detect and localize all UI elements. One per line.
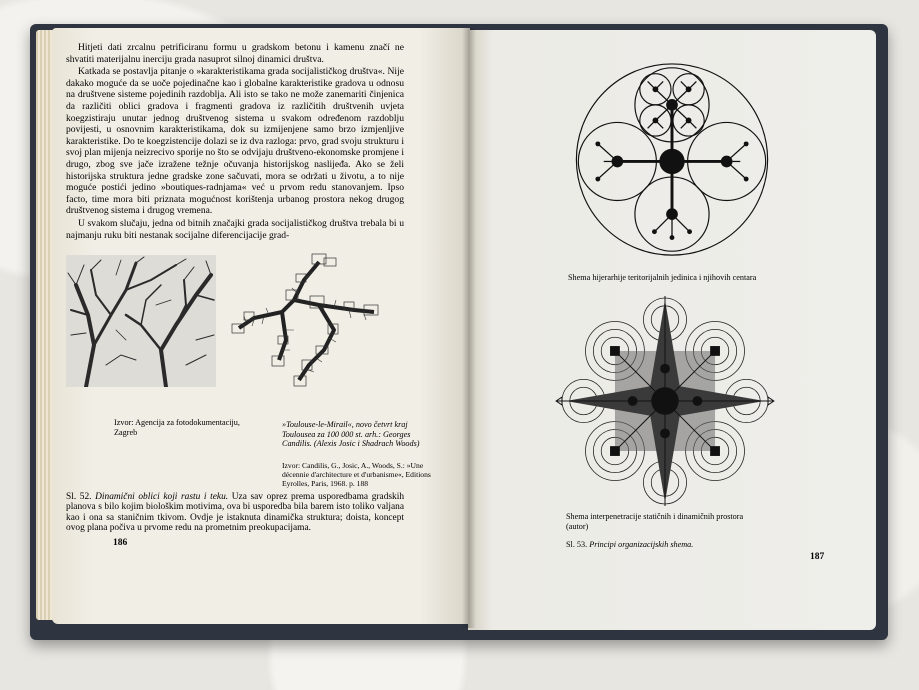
hierarchy-diagram (572, 60, 772, 260)
photo-caption: Izvor: Agencija za fotodokumentaciju, Zagreb (114, 418, 240, 437)
interpenetration-caption: Shema interpenetracije statičnih i dinamičnih prostora (autor) (566, 512, 744, 531)
hierarchy-caption: Shema hijerarhije teritorijalnih jedinica i njihovih centara (568, 273, 757, 282)
interpenetration-diagram (554, 296, 776, 506)
plan-caption-source: Izvor: Candilis, G., Josic, A., Woods, S.: »Une décennie d'architecture et d'urbanisme«, Editions Eyrolles, Paris, 1968. p. 188 (282, 461, 431, 488)
figure-label: Sl. 53. (566, 540, 588, 549)
figure-title: Principi organizacijskih shema. (589, 540, 694, 549)
paragraph: Hitjeti dati zrcalnu petrificiranu formu u gradskom betonu i kamenu značí ne shvatiti materijalnu inerciju grada nasuprot silnoj dinamici društva. (66, 42, 404, 65)
paragraph: U svakom slučaju, jedna od bitnih značajki grada socijalističkog društva trebala bi u najmanju ruku biti nestanak socijalne diferencijacije grad- (66, 217, 404, 241)
figure-title: Dinamični oblici koji rastu i teku. (95, 492, 229, 502)
plan-caption-title (282, 420, 442, 449)
page-number-left: 186 (113, 538, 128, 548)
tree-branches-photo (66, 255, 216, 387)
page-number-right: 187 (810, 552, 825, 562)
book-gutter (462, 28, 476, 628)
toulouse-le-mirail-plan (224, 250, 384, 390)
plan-caption-title-text: »Toulouse-le-Mirail«, novo četvrt kraj Toulousea za 100 000 st. arh.: Georges Candilis. (Alexis Josic i Shadrach Woods) (282, 420, 420, 449)
left-body-text (66, 42, 404, 242)
figure-label: Sl. 52. (66, 492, 92, 502)
figure-52-caption (66, 492, 404, 534)
figure-53-caption (566, 540, 786, 550)
figure-text: Uza sav oprez prema usporedbama gradskih planova s bilo kojim biološkim motivima, ova bi usporedba bila barem isto toliko valjana kao i ona sa staničnim tkivom. Ovdje je istaknuta dinamička struktura; doista, koncept ovog plana počiva u prvome redu na prometnim preokupacijama. (66, 492, 405, 534)
paragraph: Katkada se postavlja pitanje o »karakteristikama grada socijalističkog društva«. Nije dakako moguće da se uoče pojedinačne kao i globalne karakteristike gradova u odnosu na društvene sisteme pojedinih razdoblja. Ali isto se tako ne može zanemariti činjenica da različiti oblici gradova i fragmenti gradova iz različitih društvenih uvjeta koegzistiraju unutar jednog društvenog sistema u svakom određenom razdoblju povijesti, u osnovnim karakteristikama, dok su izmijenjene samo brzo izmjenljive karakteristike. Do te koegzistencije dolazi se iz dva razloga: prvo, grad svoju strukturu i svoj plan mijenja neizrecivo sporije no što se odvijaju društveno-ekonomske promjene i drugo, zbog sve jače izražene težnje očuvanja historijskog naslijeđa. Ako se želi historijska struktura jedne gradske zone sačuvati, mora se održati u životu, a to nije moguće postići jedino »boutiques-radnjama« već u prvom redu stanovanjem. Ipso facto, time mora biti priznata mogućnost korištenja urbanog prostora nekog drugog društvenog sistema i drugog vremena. (66, 66, 404, 217)
